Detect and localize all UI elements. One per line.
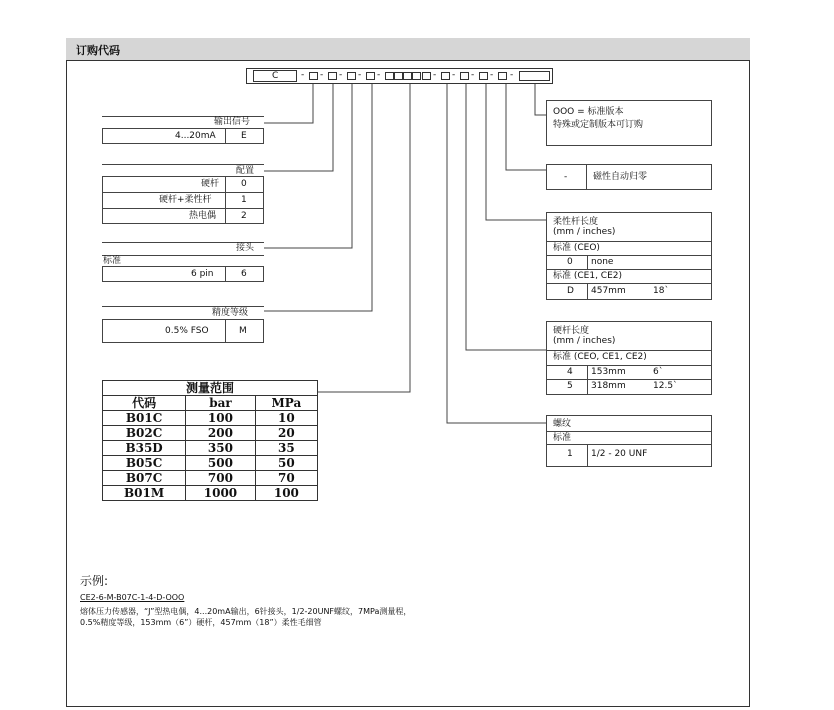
option-code: 0 [567, 257, 573, 267]
thread-title: 螺纹 [553, 419, 572, 429]
config-rows [102, 176, 264, 224]
option-code: 1 [567, 449, 573, 459]
flex-length-block [546, 212, 712, 300]
connector-subtitle: 标准 [103, 256, 122, 266]
option-code: 4 [567, 367, 573, 377]
config-title: 配置 [236, 166, 255, 176]
rigid-length-block [546, 321, 712, 395]
version-custom: 特殊或定制版本可订购 [553, 120, 644, 130]
table-row [103, 411, 318, 426]
code-dash: - [358, 70, 362, 80]
range-code: B02C [103, 426, 186, 441]
code-dash: - [452, 70, 456, 80]
section-title: 订购代码 [76, 44, 120, 57]
option-label: 硬杆 [201, 179, 220, 189]
output-signal-row [102, 128, 264, 144]
flex-length-unit: (mm / inches) [553, 227, 616, 237]
option-inch: 18` [653, 286, 669, 296]
flex-length-title: 柔性杆长度 [553, 217, 599, 227]
flex-std2: 标准 (CE1, CE2) [553, 271, 622, 281]
option-code: 5 [567, 381, 573, 391]
thread-block [546, 415, 712, 467]
example-desc-line1: 熔体压力传感器，“J”型热电偶，4...20mA输出，6针接头，1/2-20UNF螺纹，7MPa测量程， [80, 607, 412, 616]
table-row [103, 456, 318, 471]
range-mpa: 100 [255, 486, 317, 501]
option-mm: 457mm [591, 286, 626, 296]
flex-std1: 标准 (CEO) [553, 243, 600, 253]
option-label: 4...20mA [175, 131, 216, 141]
code-dash: - [377, 70, 381, 80]
option-code: 6 [241, 269, 247, 279]
option-value: none [591, 257, 614, 267]
code-dash: - [433, 70, 437, 80]
range-bar: 100 [186, 411, 256, 426]
range-code: B35D [103, 441, 186, 456]
range-mpa: 10 [255, 411, 317, 426]
code-dash: - [301, 70, 305, 80]
code-dash: - [471, 70, 475, 80]
range-mpa: 35 [255, 441, 317, 456]
option-code: - [564, 172, 568, 182]
example-label: 示例: [80, 574, 109, 588]
option-code: 2 [241, 211, 247, 221]
range-mpa: 50 [255, 456, 317, 471]
accuracy-row [102, 319, 264, 343]
table-row [103, 441, 318, 456]
option-code: E [241, 131, 247, 141]
code-dash: - [510, 70, 514, 80]
option-value: 1/2 - 20 UNF [591, 449, 648, 459]
table-row [103, 486, 318, 501]
option-label: 硬杆+柔性杆 [159, 195, 212, 205]
range-bar: 700 [186, 471, 256, 486]
range-bar: 200 [186, 426, 256, 441]
measurement-range-table [102, 380, 318, 501]
option-mm: 153mm [591, 367, 626, 377]
option-inch: 6` [653, 367, 664, 377]
option-label: 磁性自动归零 [593, 172, 648, 182]
rigid-length-unit: (mm / inches) [553, 336, 616, 346]
table-row [103, 471, 318, 486]
range-code: B01M [103, 486, 186, 501]
range-mpa: 70 [255, 471, 317, 486]
code-dash: - [320, 70, 324, 80]
range-bar: 350 [186, 441, 256, 456]
option-inch: 12.5` [653, 381, 678, 391]
code-dash: - [490, 70, 494, 80]
column-header: bar [186, 396, 256, 411]
range-code: B05C [103, 456, 186, 471]
table-row [103, 426, 318, 441]
example-desc-line2: 0.5%精度等级，153mm（6”）硬杆，457mm（18”）柔性毛细管 [80, 618, 322, 627]
range-code: B01C [103, 411, 186, 426]
range-bar: 500 [186, 456, 256, 471]
range-bar: 1000 [186, 486, 256, 501]
example-code: CE2-6-M-B07C-1-4-D-OOO [80, 593, 185, 602]
option-label: 热电偶 [189, 211, 217, 221]
output-signal-title: 输出信号 [214, 117, 251, 127]
thread-std: 标准 [553, 433, 572, 443]
code-prefix: C [272, 71, 279, 81]
connector-row [102, 266, 264, 282]
code-dash: - [339, 70, 343, 80]
option-mm: 318mm [591, 381, 626, 391]
connector-title: 接头 [236, 243, 255, 253]
column-header: 代码 [103, 396, 186, 411]
rigid-std: 标准 (CEO, CE1, CE2) [553, 352, 647, 362]
accuracy-title: 精度等级 [212, 308, 249, 318]
option-code: 0 [241, 179, 247, 189]
version-standard: OOO = 标准版本 [553, 107, 624, 117]
option-code: 1 [241, 195, 247, 205]
range-table-title: 测量范围 [103, 381, 318, 396]
option-label: 6 pin [191, 269, 214, 279]
magnetic-zero-block [546, 164, 712, 190]
option-label: 0.5% FSO [165, 326, 209, 336]
rigid-length-title: 硬杆长度 [553, 326, 590, 336]
column-header: MPa [255, 396, 317, 411]
range-mpa: 20 [255, 426, 317, 441]
version-block [546, 100, 712, 146]
option-code: D [567, 286, 574, 296]
option-code: M [239, 326, 247, 336]
range-code: B07C [103, 471, 186, 486]
